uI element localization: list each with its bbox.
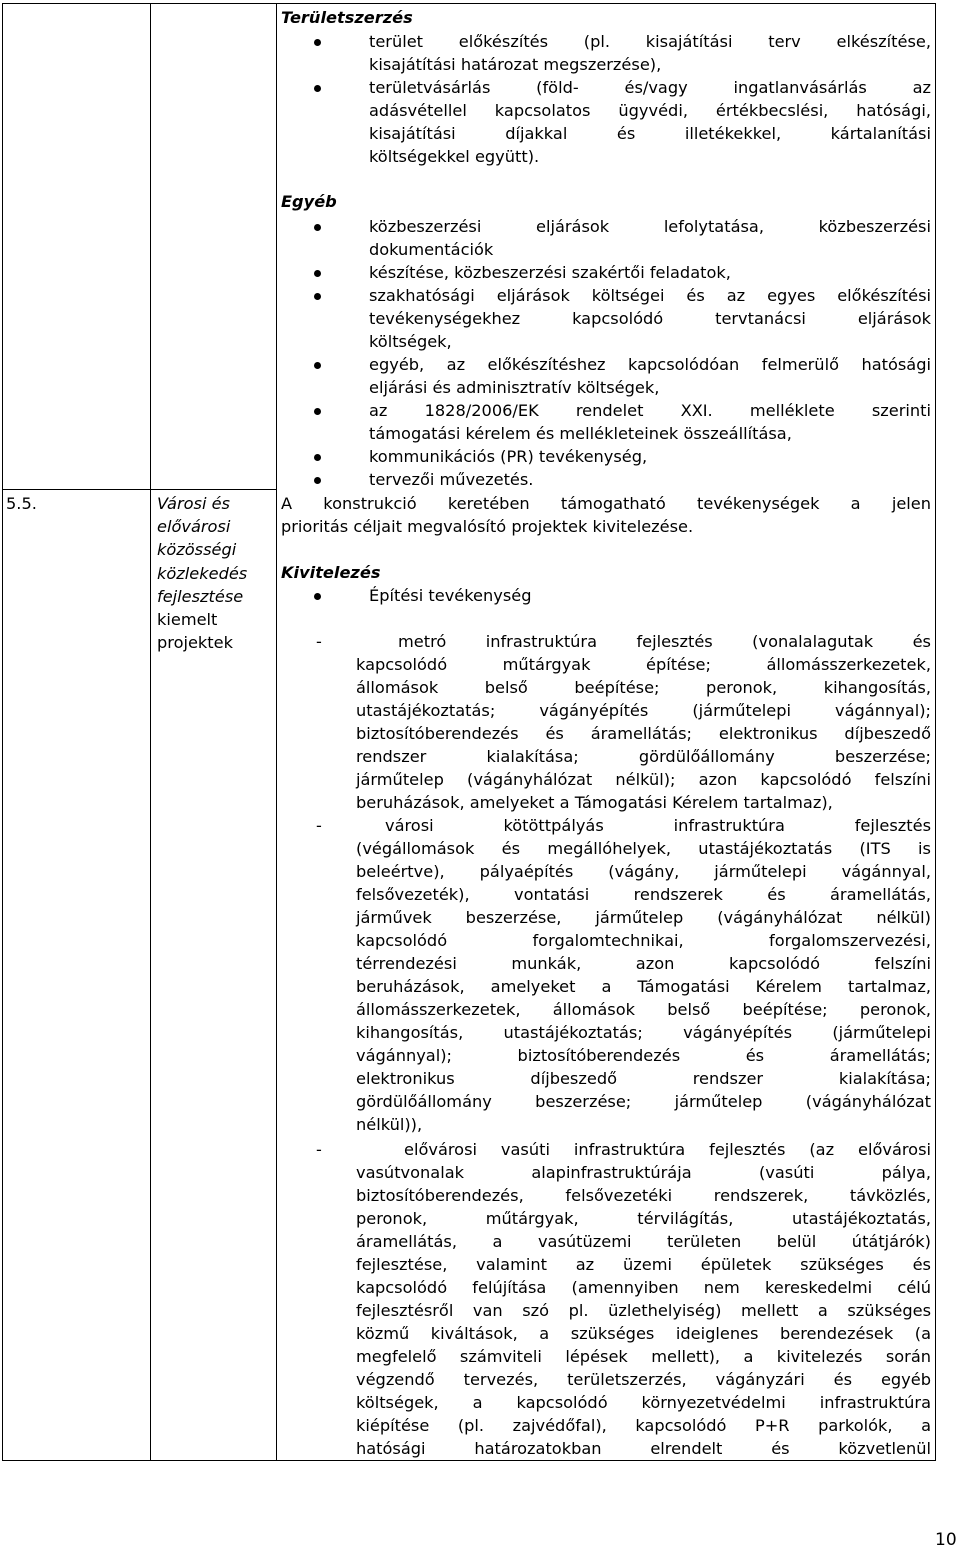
item2-line: elektronikus díjbeszedő rendszer kialakítása; bbox=[356, 1069, 931, 1088]
item2-line: (végállomások és megállóhelyek, utastájékoztatás (ITS is bbox=[356, 839, 931, 858]
column-divider-right bbox=[276, 3, 277, 1461]
column-divider-left bbox=[150, 3, 151, 1461]
egyeb-item-line: dokumentációk bbox=[369, 240, 494, 259]
egyeb-item-line: az 1828/2006/EK rendelet XXI. melléklete szerinti bbox=[369, 401, 931, 420]
item3-line: fejlesztése, valamint az üzemi épületek szükséges és bbox=[356, 1255, 931, 1274]
section-title-line: elővárosi bbox=[157, 517, 231, 537]
dash-marker: - bbox=[316, 632, 322, 651]
item3-line: közmű kiváltások, a szükséges ideiglenes berendezések (a bbox=[356, 1324, 931, 1343]
egyeb-item-line: költségek, bbox=[369, 332, 452, 351]
item3-line: áramellátás, a vasútüzemi területen belül útátjárók) bbox=[356, 1232, 931, 1251]
teruletszerzes-item-line: kisajátítási díjakkal és illetékekkel, kártalanítási bbox=[369, 124, 931, 143]
item1-line: utastájékoztatás; vágányépítés (járműtelepi vágánnyal); bbox=[356, 701, 931, 720]
item3-line: hatósági határozatokban elrendelt és közvetlenül bbox=[356, 1439, 931, 1458]
dash-marker: - bbox=[316, 816, 322, 835]
heading-egyeb: Egyéb bbox=[281, 192, 337, 211]
egyeb-item-line: tevékenységekhez kapcsolódó tervtanácsi eljárások bbox=[369, 309, 931, 328]
bullet-icon bbox=[314, 270, 321, 277]
item3-line: végzendő tervezés, területszerzés, vágányzári és egyéb bbox=[356, 1370, 931, 1389]
item3-line: költségek, a kapcsolódó környezetvédelmi infrastruktúra bbox=[356, 1393, 931, 1412]
heading-teruletszerzes: Területszerzés bbox=[281, 8, 413, 27]
section-title-line: közösségi bbox=[157, 540, 237, 560]
bullet-icon bbox=[314, 39, 321, 46]
bullet-icon bbox=[314, 85, 321, 92]
item2-line: beruházások, amelyeket a Támogatási Kérelem tartalmaz, bbox=[356, 977, 931, 996]
item2-line: vágánnyal); biztosítóberendezés és áramellátás; bbox=[356, 1046, 931, 1065]
row-divider bbox=[2, 489, 277, 490]
egyeb-item-line: kommunikációs (PR) tevékenység, bbox=[369, 447, 648, 466]
section-title-line: projektek bbox=[157, 633, 233, 653]
item3-line: kiépítése (pl. zajvédőfal), kapcsolódó P+R parkolók, a bbox=[356, 1416, 931, 1435]
page-number: 10 bbox=[935, 1530, 957, 1550]
bullet-icon bbox=[314, 593, 321, 600]
item3-line: megfelelő számviteli lépések mellett), a kivitelezés során bbox=[356, 1347, 931, 1366]
item2-line: beleértve), pályaépítés (vágány, járműtelepi vágánnyal, bbox=[356, 862, 931, 881]
item2-line: gördülőállomány beszerzése; járműtelep (vágányhálózat bbox=[356, 1092, 931, 1111]
section-title-line: fejlesztése bbox=[157, 586, 244, 606]
item3-line: elővárosi vasúti infrastruktúra fejlesztés (az elővárosi bbox=[404, 1140, 931, 1159]
item1-line: járműtelep (vágányhálózat nélkül); azon kapcsolódó felszíni bbox=[356, 770, 931, 789]
item2-line: járművek beszerzése, járműtelep (vágányhálózat nélkül) bbox=[356, 908, 931, 927]
item2-line: kapcsolódó forgalomtechnikai, forgalomszervezési, bbox=[356, 931, 931, 950]
item2-line: nélkül)), bbox=[356, 1115, 423, 1134]
section-number: 5.5. bbox=[6, 494, 37, 513]
item1-line: beruházások, amelyeket a Támogatási Kérelem tartalmaz), bbox=[356, 793, 833, 812]
teruletszerzes-item-line: adásvétellel kapcsolatos ügyvédi, értékbecslési, hatósági, bbox=[369, 101, 931, 120]
egyeb-item-line: tervezői művezetés. bbox=[369, 470, 534, 489]
teruletszerzes-item-line: területvásárlás (föld- és/vagy ingatlanvásárlás az bbox=[369, 78, 931, 97]
intro-line: prioritás céljait megvalósító projektek kivitelezése. bbox=[281, 517, 694, 536]
bullet-icon bbox=[314, 224, 321, 231]
item1-line: rendszer kialakítása; gördülőállomány beszerzése; bbox=[356, 747, 931, 766]
section-title-line: kiemelt bbox=[157, 610, 218, 630]
section-title bbox=[157, 492, 273, 654]
item1-line: kapcsolódó műtárgyak építése; állomásszerkezetek, bbox=[356, 655, 931, 674]
teruletszerzes-item-line: kisajátítási határozat megszerzése), bbox=[369, 55, 662, 74]
item3-line: peronok, műtárgyak, térvilágítás, utastájékoztatás, bbox=[356, 1209, 931, 1228]
dash-marker: - bbox=[316, 1140, 322, 1159]
item2-line: felsővezeték), vontatási rendszerek és áramellátás, bbox=[356, 885, 931, 904]
item2-line: városi kötöttpályás infrastruktúra fejlesztés bbox=[385, 816, 931, 835]
teruletszerzes-item-line: költségekkel együtt). bbox=[369, 147, 540, 166]
egyeb-item-line: támogatási kérelem és mellékleteinek összeállítása, bbox=[369, 424, 792, 443]
item2-line: kihangosítás, utastájékoztatás; vágányépítés (járműtelepi bbox=[356, 1023, 931, 1042]
item1-line: metró infrastruktúra fejlesztés (vonalalagutak és bbox=[398, 632, 931, 651]
section-title-line: közlekedés bbox=[157, 563, 248, 583]
bullet-icon bbox=[314, 454, 321, 461]
item3-line: vasútvonalak alapinfrastruktúrája (vasúti pálya, bbox=[356, 1163, 931, 1182]
egyeb-item-line: eljárási és adminisztratív költségek, bbox=[369, 378, 660, 397]
section-title-line: Városi és bbox=[157, 494, 230, 513]
item3-line: fejlesztésről van szó pl. üzlethelyiség) mellett a szükséges bbox=[356, 1301, 931, 1320]
teruletszerzes-item-line: terület előkészítés (pl. kisajátítási terv elkészítése, bbox=[369, 32, 931, 51]
egyeb-item-line: közbeszerzési eljárások lefolytatása, közbeszerzési bbox=[369, 217, 931, 236]
item3-line: kapcsolódó felújítása (amennyiben nem kereskedelmi célú bbox=[356, 1278, 931, 1297]
item1-line: állomások belső beépítése; peronok, kihangosítás, bbox=[356, 678, 931, 697]
item3-line: biztosítóberendezés, felsővezetéki rendszerek, távközlés, bbox=[356, 1186, 931, 1205]
egyeb-item-line: készítése, közbeszerzési szakértői feladatok, bbox=[369, 263, 731, 282]
item2-line: állomásszerkezetek, állomások belső beépítése; peronok, bbox=[356, 1000, 931, 1019]
bullet-icon bbox=[314, 408, 321, 415]
heading-kivitelezes: Kivitelezés bbox=[281, 563, 381, 582]
kivitelezes-bullet-text: Építési tevékenység bbox=[369, 586, 532, 605]
egyeb-item-line: egyéb, az előkészítéshez kapcsolódóan felmerülő hatósági bbox=[369, 355, 931, 374]
intro-line: A konstrukció keretében támogatható tevékenységek a jelen bbox=[281, 494, 931, 513]
egyeb-item-line: szakhatósági eljárások költségei és az egyes előkészítési bbox=[369, 286, 931, 305]
item1-line: biztosítóberendezés és áramellátás; elektronikus díjbeszedő bbox=[356, 724, 931, 743]
bullet-icon bbox=[314, 477, 321, 484]
bullet-icon bbox=[314, 293, 321, 300]
item2-line: térrendezési munkák, azon kapcsolódó felszíni bbox=[356, 954, 931, 973]
bullet-icon bbox=[314, 362, 321, 369]
